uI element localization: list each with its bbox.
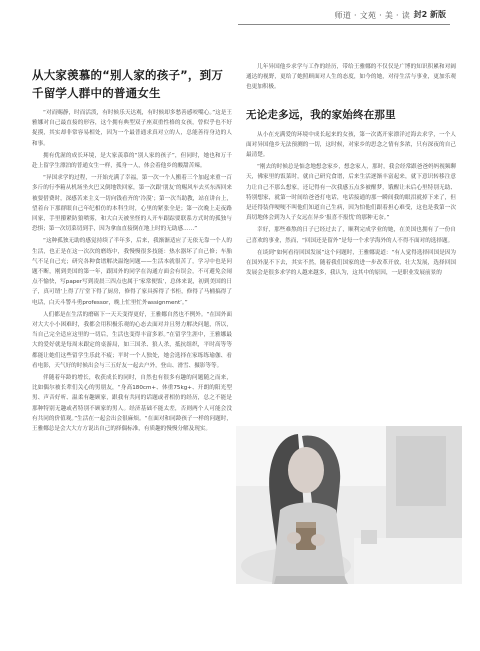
paragraph: “对而赐静，时而活泼，有时候乐天达观，有时候却多愁善感咬嘴心。”这是王雅娜对自己最直接的形容，这个拥有典型双子座双重性格的女孩，曾似乎也不好捉摸，其实却非常容易相处，因为一个最普通求真对立的人，总能善待身边的人和事。 [32,110,232,147]
paragraph: 拥有优渥的成长环境，是大家羡慕的“别人家的孩子”，但同时，她也和万千赴上留学生漂泊的普通女生一样，孤身一人，体会着他乡的酸甜苦辣。 [32,152,232,170]
portrait-photo [236,426,462,584]
paragraph: 人们都是在生活的磨砺下一天天变得更好，王雅娜自然也不例外。“在国外面对大大小小困难时，我都会用积极乐观的心态去面对并且努力解决问题，所以，当自己完全适应这里的一切后，生活也变得丰富多彩。”在留学生涯中，王雅娜最大的爱好就是每周末跟定的桌游局，如三国杀、狼人杀，抵抗组织，平时高等等都能让她们这些留学生乐此不疲；平时一个人独处，她会选择在家练练瑜伽、看看电影，天气好的时候出会与三五好友一起去户外，登山、滑雪、摄影等等。 [32,311,232,369]
header-rule [238,24,450,25]
paragraph: 在谈到“如何看待回国发展”这个问题时，王雅娜说道：“有人觉得选择回国是因为在国外混不下去，其实不然，随着我们国家的进一步改革开放，壮大发展，选择回国发展会是很多求学的人越来越多，我认为，这其中的原因，一是职业发展前景的 [246,249,456,277]
article-title: 从大家羡慕的“别人家的孩子”，到万千留学人群中的普通女生 [32,68,224,100]
page-number: 封2 新版 [413,10,446,19]
right-column [246,62,456,280]
page-header [0,0,480,40]
left-column [32,66,232,436]
portrait-illustration [236,426,462,584]
paragraph: 儿年异国他乡求学与工作的经历，带给王雅娜的不仅仅是广博的知识积累和对阔通达的视野，更给了她照顾面对人生的态度，如今的她，对待生活与事业，更加乐观也更加积极。 [246,64,456,91]
paragraph: “异国求学的过程，一开始充满了幸福，第一次一个人搬着三个加起来重一百多斤的行李箱从机场坐火巴又倒地铁回家，第一次跟‘朋友’的赐风车去买东西回来被要借费时，深感苦来主义一切向钱看齐的‘冷漠’；第一次当助教，站在讲台上，望着台下那群眼自己年纪相仿的本科生时，心里的紧张全是；第一次晚上走夜路回家，手里攥紧防狼喷雾，和大白天被坐怪的人开车跟踪要联系方式时的孤独与恐惧；第一次切菜切到手，因为拿血直接倒在地上时的无助感……” [32,175,232,233]
paragraph: 伴随着年龄的增长，收获成长的同时，自然也有很多有趣的问题随之而来，比如偶尔被长辈们关心的男朋友，“身高180cm+、体重75kg+、开朗的阳光型男、声音好听、温柔有趣顾家，跟我有共同的话题或者相仿的经历，总之不能是那种特别无趣或者特别不顾家的男人。经济基础不能太差，否则两个人可能会没有共同的价值观。”生活在一起会出会很麻烦。“在面对和同龄孩子一样的问题时，王雅娜总是会大大方方说出自己的择偶标准，有质趣的慢慢分解及现实。 [32,375,232,433]
section-subtitle: 无论走多远，我的家始终在那里 [246,108,396,121]
paragraph: “这种孤独无助的感觉持续了半年多，后来，我渐渐适应了无依无靠一个人的生活，也正是在这一次次的磨练中，我慢慢很多技能：热水器坏了自己修；车胎气不足自己充；研究各种食谱解决温饱问题——生活本就很苦了，学习中也是问题不断，刚到美国的第一年，跟国外的同学在沟通方面会有误会，不可避免会闹点不愉快，写paper写到凌晨三四点也属于‘家常便饭’，总体来说，初到美国的日子，真可谓‘上得了厅堂下得了厨房，修得了家具拆得了书柜，修得了马桶搞得了电话，白天斗警斗勇professor，晚上忙里忙外assignment’。” [32,238,232,306]
paragraph: “刚去的时候总是惦念地想念家乡，想念家人，那时，我会经常跟爸爸妈妈视频聊天，佛家里的饭菜时，就自己研究食谱，后来生活逐渐丰富起来，就下意识转移注意力让自己不那么想家，还记得有一次我感五点多被醒梦，饿醒让未后心里特别无助、特别想家，就第一时间给爸爸打电话，电话接通的那一瞬间我的眼泪就掉下来了，但是还得装佯哽哽不叫他们知道自己生病，因为怕他们跟着担心难受，这也是我第一次真切地体会到为人子女远在异乡‘报喜不报忧’的那种无奈。” [246,164,456,222]
magazine-name: 师道 · 文苑 · 美 · 读 [334,11,410,20]
paragraph: 从小在充满爱的环境中成长起来的女孩，第一次离开家漂洋过海去求学，一个人面对异国他乡无法预测的一切，这时候，对家乡的思念之情有多浓，只有深夜的自己最清楚。 [246,131,456,159]
paragraph: 幸好，那些难熬的日子已经过去了，顺利完成学业的她，在美国也拥有了一份自己喜欢的事业，然而，“回国还是留外”是每一个求学海外的人不得不面对的选择题。 [246,227,456,244]
